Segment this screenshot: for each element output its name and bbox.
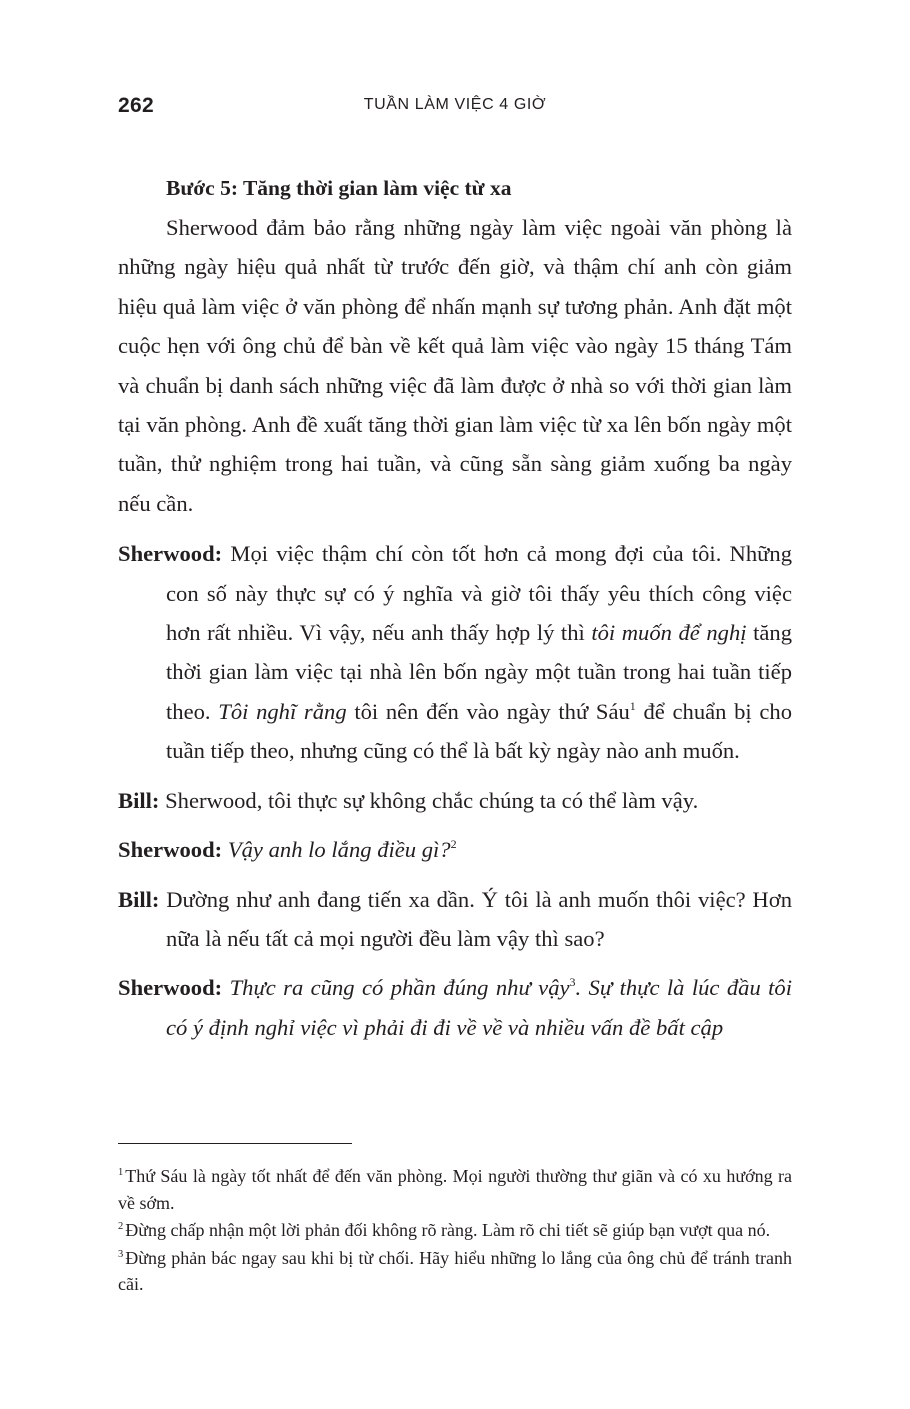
footnotes bbox=[118, 1163, 792, 1299]
page-number: 262 bbox=[118, 94, 154, 117]
dialogue-text: Sherwood, tôi thực sự không chắc chúng ta có thể làm vậy. bbox=[159, 787, 699, 813]
speaker-label: Sherwood: bbox=[118, 975, 223, 1001]
running-title: TUẦN LÀM VIỆC 4 GIỜ bbox=[363, 96, 547, 113]
dialogue-text: tăng thời gian làm việc tại nhà lên bốn ngày một tuần trong hai tuần tiếp theo. bbox=[166, 620, 792, 724]
speaker-label: Sherwood: bbox=[118, 837, 223, 863]
footnote-3 bbox=[118, 1245, 792, 1298]
dialogue-line-1 bbox=[118, 534, 792, 770]
footnote-1 bbox=[118, 1163, 792, 1216]
footnote-number: 3 bbox=[118, 1248, 124, 1260]
speaker-label: Bill: bbox=[118, 787, 160, 813]
footnote-text: Thứ Sáu là ngày tốt nhất để đến văn phòng. Mọi người thường thư giãn và có xu hướng ra về sớm. bbox=[118, 1166, 792, 1213]
footnote-number: 2 bbox=[118, 1221, 124, 1232]
intro-paragraph: Sherwood đảm bảo rằng những ngày làm việc ngoài văn phòng là những ngày hiệu quả nhất từ trước đến giờ, và thậm chí anh còn giảm hiệu quả làm việc ở văn phòng để nhấn mạnh sự tương phản. Anh đặt một cuộc hẹn với ông chủ để bàn về kết quả làm việc vào ngày 15 tháng Tám và chuẩn bị danh sách những việc đã làm được ở nhà so với thời gian làm tại văn phòng. Anh đề xuất tăng thời gian làm việc từ xa lên bốn ngày một tuần, thử nghiệm trong hai tuần, và cũng sẵn sàng giảm xuống ba ngày nếu cần. bbox=[118, 215, 792, 516]
footnote-number: 1 bbox=[118, 1167, 124, 1178]
footnote-text: Đừng chấp nhận một lời phản đối không rõ ràng. Làm rõ chi tiết sẽ giúp bạn vượt qua nó. bbox=[125, 1220, 771, 1240]
main-text bbox=[118, 170, 792, 1047]
speaker-label: Sherwood: bbox=[118, 541, 223, 567]
emphasis-text: Tôi nghĩ rằng bbox=[218, 698, 347, 724]
emphasis-text: Thực ra cũng có phần đúng như vậy bbox=[222, 975, 570, 1001]
dialogue-text: Dường như anh đang tiến xa dần. Ý tôi là anh muốn thôi việc? Hơn nữa là nếu tất cả mọi người đều làm vậy thì sao? bbox=[159, 886, 792, 951]
speaker-label: Bill: bbox=[118, 886, 160, 912]
dialogue-line-4 bbox=[118, 880, 792, 959]
dialogue-line-5 bbox=[118, 968, 792, 1047]
footnote-text: Đừng phản bác ngay sau khi bị từ chối. Hãy hiểu những lo lắng của ông chủ để tránh tranh cãi. bbox=[118, 1247, 792, 1294]
footnote-ref-1: 1 bbox=[629, 698, 636, 713]
emphasis-text: Vậy anh lo lắng điều gì? bbox=[222, 837, 451, 863]
emphasis-text: . Sự thực là lúc đầu tôi có ý định nghỉ việc vì phải đi đi về về và nhiều vấn đề bất cập bbox=[166, 975, 792, 1040]
dialogue-line-3 bbox=[118, 830, 792, 869]
footnote-2 bbox=[118, 1217, 792, 1244]
dialogue-text: Mọi việc thậm chí còn tốt hơn cả mong đợi của tôi. Những con số này thực sự có ý nghĩa và giờ tôi thấy yêu thích công việc hơn rất nhiều. Vì vậy, nếu anh thấy hợp lý thì bbox=[166, 541, 792, 646]
dialogue-text: để chuẩn bị cho tuần tiếp theo, nhưng cũng có thể là bất kỳ ngày nào anh muốn. bbox=[166, 698, 793, 764]
emphasis-text: tôi muốn để nghị bbox=[591, 620, 747, 646]
footnote-ref-2: 2 bbox=[450, 837, 457, 852]
dialogue-text: tôi nên đến vào ngày thứ Sáu bbox=[346, 698, 630, 724]
section-heading: Bước 5: Tăng thời gian làm việc từ xa bbox=[166, 176, 512, 200]
dialogue-line-2 bbox=[118, 781, 792, 820]
page-header bbox=[118, 94, 792, 124]
footnote-ref-3: 3 bbox=[569, 975, 576, 990]
footnote-separator bbox=[118, 1143, 352, 1144]
